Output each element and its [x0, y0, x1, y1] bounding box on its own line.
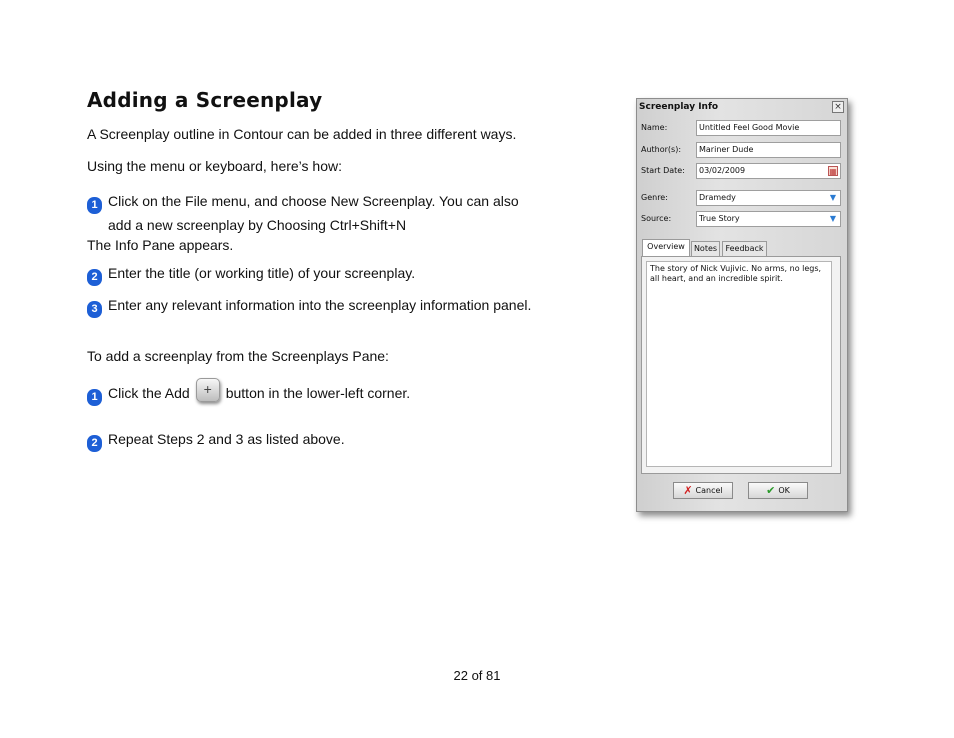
- genre-value: Dramedy: [699, 193, 736, 202]
- cancel-icon: ✗: [683, 484, 693, 497]
- start-date-value: 03/02/2009: [699, 166, 746, 175]
- step-number-badge: 2: [87, 269, 102, 286]
- step-text-continued: add a new screenplay by Choosing Ctrl+Shift+N: [108, 217, 407, 233]
- pane-step-2: [87, 431, 345, 452]
- step-number-badge: 1: [87, 389, 102, 406]
- calendar-icon[interactable]: ▦: [829, 167, 837, 176]
- chevron-down-icon[interactable]: ▼: [829, 214, 837, 223]
- source-value: True Story: [699, 214, 740, 223]
- step-number-badge: 3: [87, 301, 102, 318]
- authors-field[interactable]: Mariner Dude: [696, 142, 841, 158]
- ok-button[interactable]: [748, 482, 808, 499]
- name-field[interactable]: Untitled Feel Good Movie: [696, 120, 841, 136]
- menu-step-3: [87, 297, 531, 318]
- source-label: Source:: [641, 214, 672, 223]
- source-select[interactable]: [696, 211, 841, 227]
- ok-label: OK: [778, 486, 790, 495]
- tab-feedback[interactable]: Feedback: [722, 241, 767, 257]
- tab-overview[interactable]: Overview: [642, 239, 690, 257]
- step-number-badge: 2: [87, 435, 102, 452]
- menu-step-1: [87, 193, 519, 233]
- chevron-down-icon[interactable]: ▼: [829, 193, 837, 202]
- start-date-field[interactable]: [696, 163, 841, 179]
- intro-paragraph: A Screenplay outline in Contour can be added in three different ways.: [87, 126, 517, 142]
- pane-step-1: [87, 381, 411, 410]
- step-text: Enter any relevant information into the screenplay information panel.: [108, 297, 532, 313]
- close-icon[interactable]: ×: [832, 101, 844, 113]
- page-title: Adding a Screenplay: [87, 88, 323, 112]
- step-text-after: button in the lower-left corner.: [225, 385, 411, 401]
- pane-intro-paragraph: To add a screenplay from the Screenplays Pane:: [87, 348, 389, 364]
- dialog-title: Screenplay Info: [639, 102, 719, 112]
- tab-notes[interactable]: Notes: [691, 241, 720, 257]
- ok-icon: ✔: [766, 484, 776, 497]
- start-date-label: Start Date:: [641, 166, 685, 175]
- menu-step-2: [87, 265, 415, 286]
- overview-panel: [641, 256, 841, 474]
- authors-label: Author(s):: [641, 145, 682, 154]
- genre-select[interactable]: [696, 190, 841, 206]
- step-text: Click the Add: [108, 385, 190, 401]
- overview-textarea[interactable]: The story of Nick Vujivic. No arms, no legs, all heart, and an incredible spirit.: [646, 261, 832, 467]
- name-label: Name:: [641, 123, 668, 132]
- cancel-button[interactable]: [673, 482, 733, 499]
- step-text: Enter the title (or working title) of your screenplay.: [108, 265, 416, 281]
- step-text: Repeat Steps 2 and 3 as listed above.: [108, 431, 345, 447]
- step-number-badge: 1: [87, 197, 102, 214]
- cancel-label: Cancel: [695, 486, 723, 495]
- menu-intro-paragraph: Using the menu or keyboard, here’s how:: [87, 158, 342, 174]
- add-button-icon: +: [196, 378, 220, 402]
- genre-label: Genre:: [641, 193, 668, 202]
- step-text: Click on the File menu, and choose New Screenplay. You can also: [108, 193, 519, 209]
- screenplay-info-dialog: [636, 98, 848, 512]
- info-pane-paragraph: The Info Pane appears.: [87, 237, 234, 253]
- page-number: 22 of 81: [453, 668, 501, 683]
